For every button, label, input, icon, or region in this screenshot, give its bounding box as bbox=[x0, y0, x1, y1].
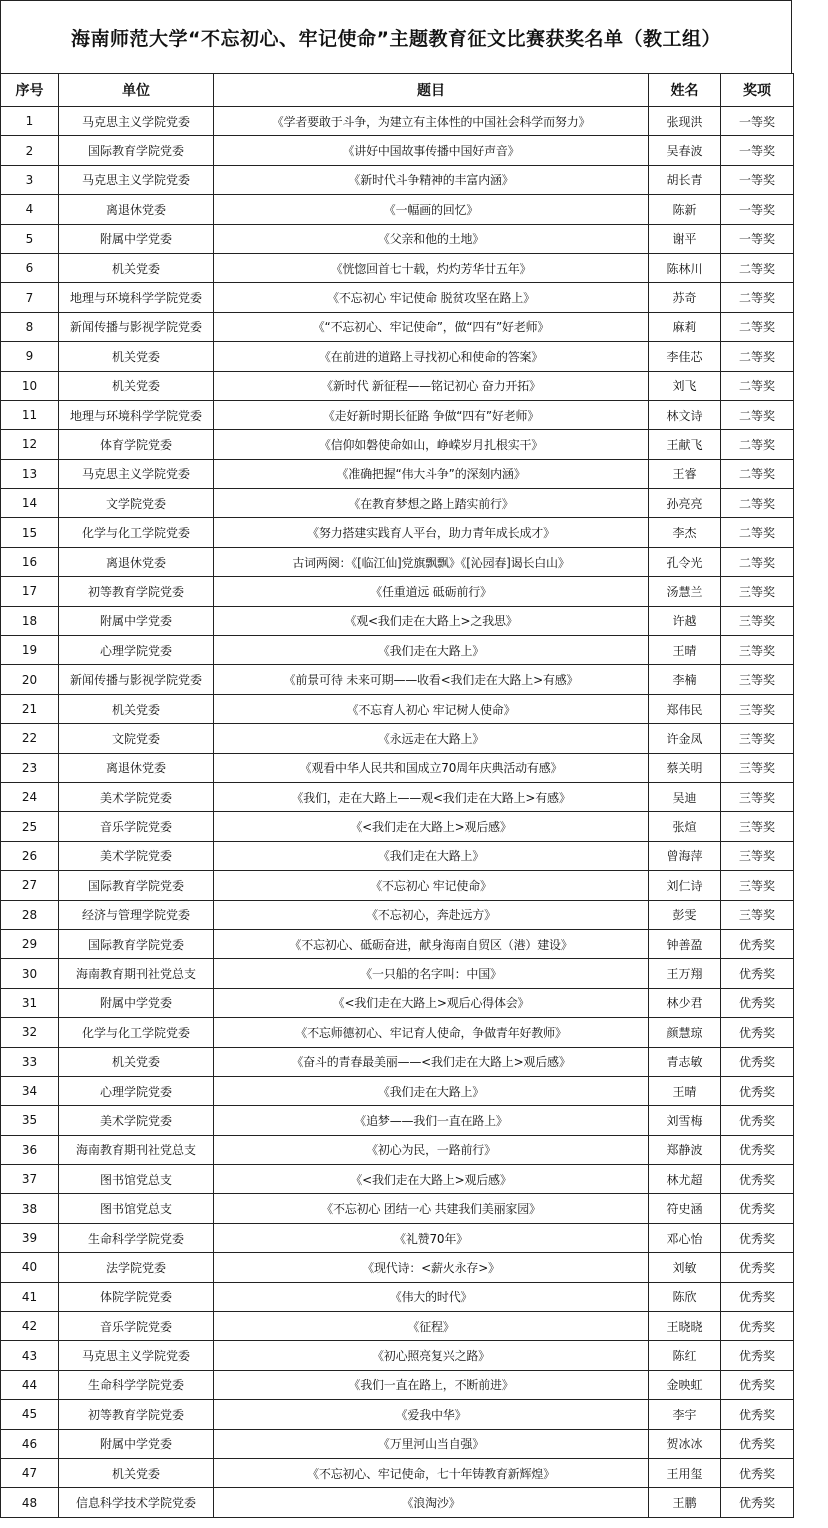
table-row bbox=[1, 1312, 794, 1341]
cell-name: 王晴 bbox=[649, 636, 721, 665]
cell-award: 二等奖 bbox=[721, 400, 794, 429]
cell-unit: 生命科学学院党委 bbox=[59, 1223, 214, 1252]
cell-award: 优秀奖 bbox=[721, 1076, 794, 1105]
cell-index: 27 bbox=[1, 871, 59, 900]
cell-essay-title: 《<我们走在大路上>观后感》 bbox=[214, 1165, 649, 1194]
cell-name: 李宇 bbox=[649, 1400, 721, 1429]
cell-index: 21 bbox=[1, 694, 59, 723]
cell-award: 一等奖 bbox=[721, 224, 794, 253]
table-row bbox=[1, 312, 794, 341]
cell-essay-title: 《不忘初心，奔赴远方》 bbox=[214, 900, 649, 929]
cell-name: 刘飞 bbox=[649, 371, 721, 400]
cell-essay-title: 《<我们走在大路上>观后感》 bbox=[214, 812, 649, 841]
cell-index: 46 bbox=[1, 1429, 59, 1458]
cell-index: 10 bbox=[1, 371, 59, 400]
cell-index: 44 bbox=[1, 1370, 59, 1399]
cell-name: 麻莉 bbox=[649, 312, 721, 341]
cell-index: 14 bbox=[1, 489, 59, 518]
cell-award: 优秀奖 bbox=[721, 1223, 794, 1252]
cell-index: 33 bbox=[1, 1047, 59, 1076]
cell-award: 二等奖 bbox=[721, 312, 794, 341]
cell-name: 孔令光 bbox=[649, 547, 721, 576]
cell-award: 优秀奖 bbox=[721, 959, 794, 988]
cell-award: 二等奖 bbox=[721, 518, 794, 547]
cell-essay-title: 《奋斗的青春最美丽——<我们走在大路上>观后感》 bbox=[214, 1047, 649, 1076]
cell-award: 三等奖 bbox=[721, 606, 794, 635]
cell-essay-title: 《在教育梦想之路上踏实前行》 bbox=[214, 489, 649, 518]
table-row bbox=[1, 1253, 794, 1282]
cell-index: 26 bbox=[1, 841, 59, 870]
cell-index: 6 bbox=[1, 253, 59, 282]
cell-name: 青志敏 bbox=[649, 1047, 721, 1076]
cell-index: 31 bbox=[1, 988, 59, 1017]
cell-index: 38 bbox=[1, 1194, 59, 1223]
cell-award: 二等奖 bbox=[721, 489, 794, 518]
cell-unit: 美术学院党委 bbox=[59, 1106, 214, 1135]
cell-unit: 离退休党委 bbox=[59, 753, 214, 782]
cell-unit: 机关党委 bbox=[59, 694, 214, 723]
cell-index: 36 bbox=[1, 1135, 59, 1164]
cell-unit: 离退休党委 bbox=[59, 547, 214, 576]
cell-index: 12 bbox=[1, 430, 59, 459]
cell-essay-title: 《追梦——我们一直在路上》 bbox=[214, 1106, 649, 1135]
cell-award: 一等奖 bbox=[721, 195, 794, 224]
cell-unit: 体院学院党委 bbox=[59, 1282, 214, 1311]
cell-essay-title: 《不忘初心、牢记使命，七十年铸教育新辉煌》 bbox=[214, 1458, 649, 1487]
cell-name: 符史涵 bbox=[649, 1194, 721, 1223]
table-row bbox=[1, 782, 794, 811]
cell-unit: 美术学院党委 bbox=[59, 782, 214, 811]
cell-name: 王万翔 bbox=[649, 959, 721, 988]
cell-name: 王献飞 bbox=[649, 430, 721, 459]
table-row bbox=[1, 1194, 794, 1223]
cell-award: 优秀奖 bbox=[721, 1400, 794, 1429]
cell-award: 三等奖 bbox=[721, 636, 794, 665]
table-row bbox=[1, 1370, 794, 1399]
cell-essay-title: 《初心照亮复兴之路》 bbox=[214, 1341, 649, 1370]
table-row bbox=[1, 753, 794, 782]
cell-essay-title: 《讲好中国故事传播中国好声音》 bbox=[214, 136, 649, 165]
table-row bbox=[1, 636, 794, 665]
cell-unit: 化学与化工学院党委 bbox=[59, 1018, 214, 1047]
cell-essay-title: 《在前进的道路上寻找初心和使命的答案》 bbox=[214, 342, 649, 371]
table-row bbox=[1, 1135, 794, 1164]
cell-award: 三等奖 bbox=[721, 694, 794, 723]
table-row bbox=[1, 1223, 794, 1252]
cell-essay-title: 《不忘育人初心 牢记树人使命》 bbox=[214, 694, 649, 723]
table-row bbox=[1, 136, 794, 165]
cell-unit: 美术学院党委 bbox=[59, 841, 214, 870]
cell-unit: 文学院党委 bbox=[59, 489, 214, 518]
table-row bbox=[1, 518, 794, 547]
cell-name: 林尤超 bbox=[649, 1165, 721, 1194]
table-row bbox=[1, 665, 794, 694]
cell-unit: 心理学院党委 bbox=[59, 1076, 214, 1105]
cell-essay-title: 《不忘初心、砥砺奋进，献身海南自贸区（港）建设》 bbox=[214, 929, 649, 958]
cell-unit: 国际教育学院党委 bbox=[59, 136, 214, 165]
cell-award: 二等奖 bbox=[721, 371, 794, 400]
table-row bbox=[1, 959, 794, 988]
cell-award: 三等奖 bbox=[721, 577, 794, 606]
cell-index: 30 bbox=[1, 959, 59, 988]
cell-index: 2 bbox=[1, 136, 59, 165]
table-row bbox=[1, 459, 794, 488]
cell-unit: 马克思主义学院党委 bbox=[59, 107, 214, 136]
cell-name: 王睿 bbox=[649, 459, 721, 488]
table-row bbox=[1, 342, 794, 371]
cell-index: 15 bbox=[1, 518, 59, 547]
cell-index: 18 bbox=[1, 606, 59, 635]
cell-award: 优秀奖 bbox=[721, 929, 794, 958]
cell-unit: 新闻传播与影视学院党委 bbox=[59, 665, 214, 694]
cell-unit: 离退休党委 bbox=[59, 195, 214, 224]
cell-index: 39 bbox=[1, 1223, 59, 1252]
cell-award: 优秀奖 bbox=[721, 1194, 794, 1223]
cell-award: 优秀奖 bbox=[721, 1106, 794, 1135]
document-title: 海南师范大学“不忘初心、牢记使命”主题教育征文比赛获奖名单（教工组） bbox=[0, 0, 792, 73]
table-row bbox=[1, 871, 794, 900]
table-row bbox=[1, 283, 794, 312]
cell-index: 45 bbox=[1, 1400, 59, 1429]
cell-award: 一等奖 bbox=[721, 136, 794, 165]
cell-essay-title: 《礼赞70年》 bbox=[214, 1223, 649, 1252]
cell-award: 优秀奖 bbox=[721, 1047, 794, 1076]
table-row bbox=[1, 577, 794, 606]
cell-essay-title: 《伟大的时代》 bbox=[214, 1282, 649, 1311]
cell-name: 陈林川 bbox=[649, 253, 721, 282]
cell-unit: 化学与化工学院党委 bbox=[59, 518, 214, 547]
cell-award: 三等奖 bbox=[721, 812, 794, 841]
cell-award: 二等奖 bbox=[721, 253, 794, 282]
cell-unit: 国际教育学院党委 bbox=[59, 929, 214, 958]
cell-name: 王鹏 bbox=[649, 1488, 721, 1517]
cell-award: 优秀奖 bbox=[721, 1282, 794, 1311]
table-row bbox=[1, 1400, 794, 1429]
cell-name: 陈新 bbox=[649, 195, 721, 224]
cell-award: 三等奖 bbox=[721, 665, 794, 694]
cell-essay-title: 《观看中华人民共和国成立70周年庆典活动有感》 bbox=[214, 753, 649, 782]
cell-index: 47 bbox=[1, 1458, 59, 1487]
cell-unit: 海南教育期刊社党总支 bbox=[59, 1135, 214, 1164]
cell-index: 9 bbox=[1, 342, 59, 371]
cell-index: 48 bbox=[1, 1488, 59, 1517]
cell-essay-title: 《努力搭建实践育人平台，助力青年成长成才》 bbox=[214, 518, 649, 547]
cell-name: 许金凤 bbox=[649, 724, 721, 753]
cell-name: 林文诗 bbox=[649, 400, 721, 429]
cell-award: 优秀奖 bbox=[721, 988, 794, 1017]
cell-award: 优秀奖 bbox=[721, 1253, 794, 1282]
cell-index: 13 bbox=[1, 459, 59, 488]
cell-unit: 海南教育期刊社党总支 bbox=[59, 959, 214, 988]
cell-essay-title: 《不忘初心 团结一心 共建我们美丽家园》 bbox=[214, 1194, 649, 1223]
cell-name: 林少君 bbox=[649, 988, 721, 1017]
cell-index: 20 bbox=[1, 665, 59, 694]
cell-award: 二等奖 bbox=[721, 283, 794, 312]
cell-essay-title: 《恍惚回首七十载，灼灼芳华廿五年》 bbox=[214, 253, 649, 282]
cell-index: 8 bbox=[1, 312, 59, 341]
cell-name: 李杰 bbox=[649, 518, 721, 547]
cell-name: 陈红 bbox=[649, 1341, 721, 1370]
cell-name: 张现洪 bbox=[649, 107, 721, 136]
cell-award: 优秀奖 bbox=[721, 1312, 794, 1341]
table-row bbox=[1, 430, 794, 459]
award-table bbox=[0, 73, 794, 1518]
cell-award: 优秀奖 bbox=[721, 1135, 794, 1164]
cell-index: 25 bbox=[1, 812, 59, 841]
cell-unit: 音乐学院党委 bbox=[59, 812, 214, 841]
table-row bbox=[1, 489, 794, 518]
cell-index: 3 bbox=[1, 165, 59, 194]
cell-award: 三等奖 bbox=[721, 782, 794, 811]
cell-essay-title: 《新时代斗争精神的丰富内涵》 bbox=[214, 165, 649, 194]
cell-index: 1 bbox=[1, 107, 59, 136]
cell-unit: 马克思主义学院党委 bbox=[59, 165, 214, 194]
cell-unit: 附属中学党委 bbox=[59, 606, 214, 635]
cell-essay-title: 《一幅画的回忆》 bbox=[214, 195, 649, 224]
cell-unit: 机关党委 bbox=[59, 371, 214, 400]
cell-essay-title: 《我们，走在大路上——观<我们走在大路上>有感》 bbox=[214, 782, 649, 811]
cell-essay-title: 古词两阕：《[临江仙]党旗飘飘》《[沁园春]谒长白山》 bbox=[214, 547, 649, 576]
cell-award: 优秀奖 bbox=[721, 1370, 794, 1399]
cell-essay-title: 《我们走在大路上》 bbox=[214, 841, 649, 870]
table-row bbox=[1, 547, 794, 576]
cell-unit: 机关党委 bbox=[59, 1047, 214, 1076]
cell-unit: 体育学院党委 bbox=[59, 430, 214, 459]
cell-name: 贺冰冰 bbox=[649, 1429, 721, 1458]
table-row bbox=[1, 107, 794, 136]
cell-essay-title: 《走好新时期长征路 争做“四有”好老师》 bbox=[214, 400, 649, 429]
cell-name: 蔡关明 bbox=[649, 753, 721, 782]
header-essay-title: 题目 bbox=[214, 74, 649, 107]
cell-name: 金映虹 bbox=[649, 1370, 721, 1399]
cell-unit: 马克思主义学院党委 bbox=[59, 459, 214, 488]
table-row bbox=[1, 900, 794, 929]
cell-award: 优秀奖 bbox=[721, 1341, 794, 1370]
table-row bbox=[1, 1488, 794, 1517]
cell-index: 7 bbox=[1, 283, 59, 312]
table-row bbox=[1, 1282, 794, 1311]
cell-index: 19 bbox=[1, 636, 59, 665]
cell-index: 23 bbox=[1, 753, 59, 782]
cell-name: 汤慧兰 bbox=[649, 577, 721, 606]
cell-essay-title: 《信仰如磐使命如山，峥嵘岁月扎根实干》 bbox=[214, 430, 649, 459]
cell-award: 三等奖 bbox=[721, 871, 794, 900]
cell-name: 陈欣 bbox=[649, 1282, 721, 1311]
cell-unit: 马克思主义学院党委 bbox=[59, 1341, 214, 1370]
cell-name: 郑静波 bbox=[649, 1135, 721, 1164]
cell-award: 一等奖 bbox=[721, 107, 794, 136]
cell-unit: 心理学院党委 bbox=[59, 636, 214, 665]
cell-essay-title: 《不忘初心 牢记使命 脱贫攻坚在路上》 bbox=[214, 283, 649, 312]
cell-name: 吴迪 bbox=[649, 782, 721, 811]
cell-index: 4 bbox=[1, 195, 59, 224]
cell-award: 三等奖 bbox=[721, 841, 794, 870]
cell-unit: 经济与管理学院党委 bbox=[59, 900, 214, 929]
table-row bbox=[1, 1429, 794, 1458]
cell-essay-title: 《不忘师德初心、牢记育人使命，争做青年好教师》 bbox=[214, 1018, 649, 1047]
cell-name: 李佳芯 bbox=[649, 342, 721, 371]
cell-essay-title: 《一只船的名字叫：中国》 bbox=[214, 959, 649, 988]
table-row bbox=[1, 694, 794, 723]
cell-index: 35 bbox=[1, 1106, 59, 1135]
cell-essay-title: 《我们一直在路上，不断前进》 bbox=[214, 1370, 649, 1399]
table-row bbox=[1, 224, 794, 253]
table-row bbox=[1, 371, 794, 400]
cell-unit: 新闻传播与影视学院党委 bbox=[59, 312, 214, 341]
cell-essay-title: 《不忘初心 牢记使命》 bbox=[214, 871, 649, 900]
cell-essay-title: 《观<我们走在大路上>之我思》 bbox=[214, 606, 649, 635]
cell-index: 24 bbox=[1, 782, 59, 811]
cell-index: 16 bbox=[1, 547, 59, 576]
table-header-row bbox=[1, 74, 794, 107]
cell-name: 张煊 bbox=[649, 812, 721, 841]
table-row bbox=[1, 812, 794, 841]
cell-unit: 信息科学技术学院党委 bbox=[59, 1488, 214, 1517]
cell-index: 28 bbox=[1, 900, 59, 929]
cell-essay-title: 《万里河山当自强》 bbox=[214, 1429, 649, 1458]
cell-index: 22 bbox=[1, 724, 59, 753]
cell-award: 优秀奖 bbox=[721, 1018, 794, 1047]
cell-name: 颜慧琼 bbox=[649, 1018, 721, 1047]
table-row bbox=[1, 1018, 794, 1047]
cell-name: 谢平 bbox=[649, 224, 721, 253]
cell-name: 邓心怡 bbox=[649, 1223, 721, 1252]
cell-index: 41 bbox=[1, 1282, 59, 1311]
cell-unit: 地理与环境科学学院党委 bbox=[59, 400, 214, 429]
table-row bbox=[1, 165, 794, 194]
cell-essay-title: 《准确把握“伟大斗争”的深刻内涵》 bbox=[214, 459, 649, 488]
cell-essay-title: 《征程》 bbox=[214, 1312, 649, 1341]
cell-essay-title: 《任重道远 砥砺前行》 bbox=[214, 577, 649, 606]
cell-essay-title: 《我们走在大路上》 bbox=[214, 1076, 649, 1105]
cell-unit: 附属中学党委 bbox=[59, 1429, 214, 1458]
cell-award: 优秀奖 bbox=[721, 1488, 794, 1517]
cell-unit: 文院党委 bbox=[59, 724, 214, 753]
cell-unit: 附属中学党委 bbox=[59, 224, 214, 253]
table-row bbox=[1, 606, 794, 635]
cell-index: 37 bbox=[1, 1165, 59, 1194]
cell-index: 29 bbox=[1, 929, 59, 958]
cell-essay-title: 《新时代 新征程——铭记初心 奋力开拓》 bbox=[214, 371, 649, 400]
cell-index: 42 bbox=[1, 1312, 59, 1341]
cell-essay-title: 《我们走在大路上》 bbox=[214, 636, 649, 665]
cell-index: 5 bbox=[1, 224, 59, 253]
cell-unit: 国际教育学院党委 bbox=[59, 871, 214, 900]
table-row bbox=[1, 1076, 794, 1105]
cell-essay-title: 《“不忘初心、牢记使命”，做“四有”好老师》 bbox=[214, 312, 649, 341]
cell-name: 刘雪梅 bbox=[649, 1106, 721, 1135]
table-row bbox=[1, 841, 794, 870]
cell-unit: 机关党委 bbox=[59, 342, 214, 371]
table-body bbox=[1, 107, 794, 1518]
header-award: 奖项 bbox=[721, 74, 794, 107]
cell-award: 三等奖 bbox=[721, 724, 794, 753]
table-row bbox=[1, 253, 794, 282]
cell-index: 11 bbox=[1, 400, 59, 429]
cell-unit: 附属中学党委 bbox=[59, 988, 214, 1017]
cell-unit: 图书馆党总支 bbox=[59, 1165, 214, 1194]
cell-name: 李楠 bbox=[649, 665, 721, 694]
cell-essay-title: 《浪淘沙》 bbox=[214, 1488, 649, 1517]
table-row bbox=[1, 195, 794, 224]
header-name: 姓名 bbox=[649, 74, 721, 107]
cell-unit: 地理与环境科学学院党委 bbox=[59, 283, 214, 312]
cell-name: 苏奇 bbox=[649, 283, 721, 312]
cell-essay-title: 《前景可待 未来可期——收看<我们走在大路上>有感》 bbox=[214, 665, 649, 694]
cell-essay-title: 《爱我中华》 bbox=[214, 1400, 649, 1429]
cell-index: 34 bbox=[1, 1076, 59, 1105]
cell-unit: 音乐学院党委 bbox=[59, 1312, 214, 1341]
cell-award: 二等奖 bbox=[721, 547, 794, 576]
table-row bbox=[1, 1047, 794, 1076]
table-row bbox=[1, 1458, 794, 1487]
cell-name: 孙亮亮 bbox=[649, 489, 721, 518]
cell-award: 优秀奖 bbox=[721, 1458, 794, 1487]
cell-name: 王用玺 bbox=[649, 1458, 721, 1487]
header-unit: 单位 bbox=[59, 74, 214, 107]
cell-essay-title: 《父亲和他的土地》 bbox=[214, 224, 649, 253]
cell-unit: 生命科学学院党委 bbox=[59, 1370, 214, 1399]
cell-essay-title: 《永远走在大路上》 bbox=[214, 724, 649, 753]
cell-award: 三等奖 bbox=[721, 753, 794, 782]
cell-award: 一等奖 bbox=[721, 165, 794, 194]
table-row bbox=[1, 1341, 794, 1370]
cell-award: 优秀奖 bbox=[721, 1165, 794, 1194]
cell-name: 王晴 bbox=[649, 1076, 721, 1105]
cell-name: 钟善盈 bbox=[649, 929, 721, 958]
cell-unit: 初等教育学院党委 bbox=[59, 1400, 214, 1429]
cell-award: 二等奖 bbox=[721, 430, 794, 459]
cell-award: 二等奖 bbox=[721, 459, 794, 488]
cell-essay-title: 《初心为民，一路前行》 bbox=[214, 1135, 649, 1164]
header-index: 序号 bbox=[1, 74, 59, 107]
cell-award: 二等奖 bbox=[721, 342, 794, 371]
cell-index: 17 bbox=[1, 577, 59, 606]
cell-name: 彭雯 bbox=[649, 900, 721, 929]
cell-award: 优秀奖 bbox=[721, 1429, 794, 1458]
cell-name: 胡长青 bbox=[649, 165, 721, 194]
cell-index: 32 bbox=[1, 1018, 59, 1047]
cell-index: 43 bbox=[1, 1341, 59, 1370]
table-row bbox=[1, 400, 794, 429]
cell-unit: 图书馆党总支 bbox=[59, 1194, 214, 1223]
table-row bbox=[1, 1165, 794, 1194]
cell-award: 三等奖 bbox=[721, 900, 794, 929]
cell-name: 刘敏 bbox=[649, 1253, 721, 1282]
cell-unit: 机关党委 bbox=[59, 1458, 214, 1487]
cell-index: 40 bbox=[1, 1253, 59, 1282]
table-row bbox=[1, 1106, 794, 1135]
cell-name: 许越 bbox=[649, 606, 721, 635]
cell-unit: 初等教育学院党委 bbox=[59, 577, 214, 606]
table-row bbox=[1, 929, 794, 958]
cell-unit: 机关党委 bbox=[59, 253, 214, 282]
cell-name: 曾海萍 bbox=[649, 841, 721, 870]
cell-name: 刘仁诗 bbox=[649, 871, 721, 900]
cell-essay-title: 《学者要敢于斗争，为建立有主体性的中国社会科学而努力》 bbox=[214, 107, 649, 136]
cell-essay-title: 《<我们走在大路上>观后心得体会》 bbox=[214, 988, 649, 1017]
cell-name: 王晓晓 bbox=[649, 1312, 721, 1341]
cell-unit: 法学院党委 bbox=[59, 1253, 214, 1282]
cell-essay-title: 《现代诗：<薪火永存>》 bbox=[214, 1253, 649, 1282]
cell-name: 郑伟民 bbox=[649, 694, 721, 723]
cell-name: 吴春波 bbox=[649, 136, 721, 165]
table-row bbox=[1, 724, 794, 753]
table-row bbox=[1, 988, 794, 1017]
